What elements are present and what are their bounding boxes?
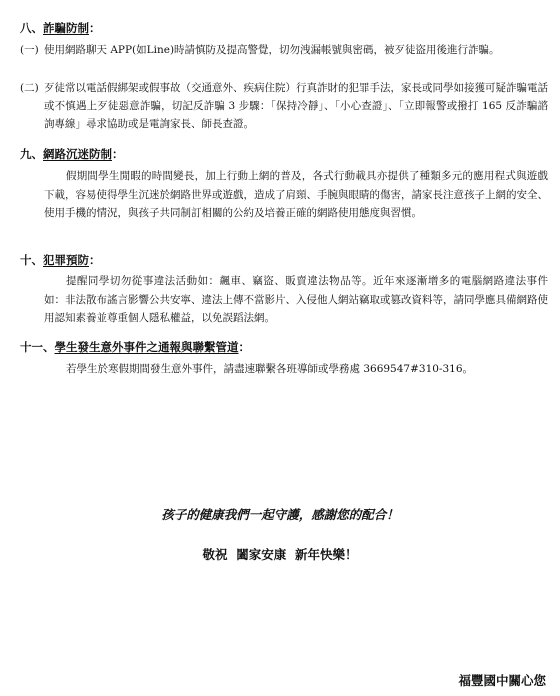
item-label: (二) [20,82,39,94]
section-title: 詐騙防制 [43,21,89,35]
section-colon: ： [89,253,101,267]
section-heading-accident-report [20,339,250,355]
accident-report-paragraph: 若學生於寒假期間發生意外事件，請盡速聯繫各班導師或學務處 3669547#310-316。 [66,363,474,375]
crime-prevention-paragraph: 提醒同學切勿從事違法活動如：飆車、竊盜、販賣違法物品等。近年來逐漸增多的電腦網路違法事件如：非法散布謠言影響公共安寧、違法上傳不當影片、入侵他人網站竊取或篡改資料等，請同學應具備網路使用認知素養並尊重個人隱私權益，以免誤蹈法網。 [44,275,548,324]
item-label: (一) [20,44,39,56]
item-text: 歹徒常以電話假綁架或假事故（交通意外、疾病住院）行真詐財的犯罪手法，家長或同學如接獲可疑詐騙電話或不慎遇上歹徒惡意詐騙，切記反詐騙 3 步驟：「保持冷靜」、「小心查證」、「立即報警或撥打 165 反詐騙諮詢專線」尋求協助或是電詢家長、師長查證。 [44,82,548,130]
closing-thanks: 孩子的健康我們一起守護，感謝您的配合！ [161,507,399,522]
section-heading-internet-addiction [20,146,124,162]
section-number: 十一、 [20,340,55,354]
section-colon: ： [89,21,101,35]
internet-addiction-paragraph: 假期間學生閒暇的時間變長，加上行動上網的普及，各式行動載具亦提供了種類多元的應用程式與遊戲下載，容易使得學生沉迷於網路世界或遊戲，造成了肩頸、手腕與眼睛的傷害，請家長注意孩子上網的安全、使用手機的情況，與孩子共同制訂相關的公約及培養正確的網路使用態度與習慣。 [44,170,548,219]
section-colon: ： [238,340,250,354]
section-title: 網路沉迷防制 [43,147,112,161]
signature: 福豐國中關心您 [458,673,546,688]
item-text: 使用網路聊天 APP(如Line)時請慎防及提高警覺，切勿洩漏帳號與密碼，被歹徒盜用後進行詐騙。 [44,44,500,56]
fraud-item-1 [20,41,548,59]
section-title: 學生發生意外事件之通報與聯繫管道 [54,340,239,354]
section-colon: ： [112,147,124,161]
closing-wishes: 敬祝 闔家安康 新年快樂！ [202,547,358,562]
section-heading-fraud [20,20,101,36]
section-number: 十、 [20,253,43,267]
section-heading-crime-prevention [20,252,101,268]
fraud-item-2 [20,79,548,133]
section-number: 九、 [20,147,43,161]
section-number: 八、 [20,21,43,35]
section-title: 犯罪預防 [43,253,89,267]
